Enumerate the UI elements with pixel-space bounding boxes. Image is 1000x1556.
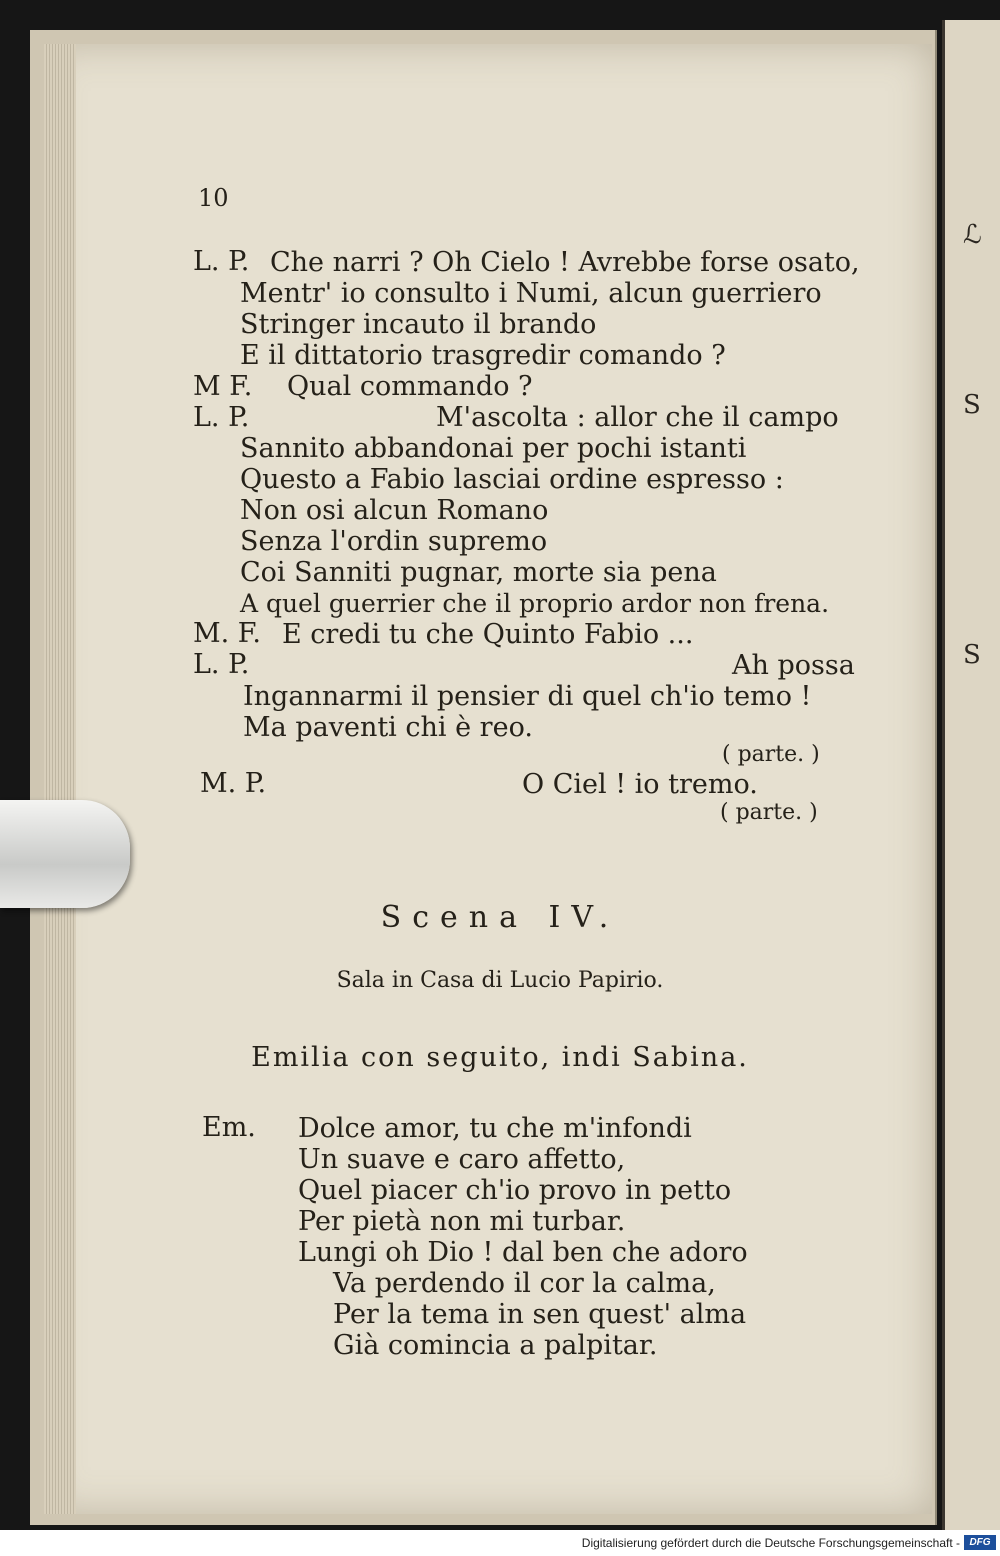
verse-line: E credi tu che Quinto Fabio ... xyxy=(282,619,694,650)
aria-line: Per pietà non mi turbar. xyxy=(298,1206,626,1237)
speaker-label: M. P. xyxy=(200,768,267,799)
verse-line: Senza l'ordin supremo xyxy=(240,526,548,557)
speaker-label: L. P. xyxy=(193,402,250,433)
page-clip xyxy=(0,800,130,908)
page-stack-edge xyxy=(44,44,76,1514)
verse-line: M'ascolta : allor che il campo xyxy=(436,402,839,433)
speaker-label: M F. xyxy=(193,371,253,402)
verse-line: E il dittatorio trasgredir comando ? xyxy=(240,340,726,371)
scene-setting: Sala in Casa di Lucio Papirio. xyxy=(336,968,664,993)
dfg-logo-icon: DFG xyxy=(964,1535,996,1550)
verse-line: Qual commando ? xyxy=(287,371,533,402)
aria-line: Un suave e caro affetto, xyxy=(298,1144,626,1175)
verse-line: Ma paventi chi è reo. xyxy=(243,712,533,743)
verse-line: Ingannarmi il pensier di quel ch'io temo ! xyxy=(243,681,812,712)
stage-direction: ( parte. ) xyxy=(720,800,818,825)
verse-line: Ah possa xyxy=(732,650,855,681)
aria-line: Va perdendo il cor la calma, xyxy=(333,1268,716,1299)
verse-line: Sannito abbandonai per pochi istanti xyxy=(240,433,747,464)
speaker-label: L. P. xyxy=(193,649,250,680)
aria-line: Dolce amor, tu che m'infondi xyxy=(298,1113,692,1144)
stage-direction: ( parte. ) xyxy=(722,742,820,767)
scene-characters: Emilia con seguito, indi Sabina. xyxy=(251,1042,749,1073)
scene-title: Scena IV. xyxy=(380,900,620,935)
verse-line: Mentr' io consulto i Numi, alcun guerriero xyxy=(240,278,822,309)
aria-line: Lungi oh Dio ! dal ben che adoro xyxy=(298,1237,748,1268)
page-number: 10 xyxy=(198,184,229,212)
verse-line: Coi Sanniti pugnar, morte sia pena xyxy=(240,557,717,588)
verse-line: A quel guerrier che il proprio ardor non frena. xyxy=(240,589,830,618)
funding-notice: Digitalisierung gefördert durch die Deutsche Forschungsgemeinschaft - xyxy=(581,1536,960,1550)
footer-bar xyxy=(0,1530,1000,1556)
verse-line: Non osi alcun Romano xyxy=(240,495,549,526)
adjacent-page-fragment: ℒ S S xyxy=(942,20,1000,1530)
aria-line: Quel piacer ch'io provo in petto xyxy=(298,1175,732,1206)
aria-line: Già comincia a palpitar. xyxy=(333,1330,658,1361)
verse-line: O Ciel ! io tremo. xyxy=(522,769,758,800)
speaker-label: L. P. xyxy=(193,246,250,277)
aria-line: Per la tema in sen quest' alma xyxy=(333,1299,747,1330)
verse-line: Che narri ? Oh Cielo ! Avrebbe forse osato, xyxy=(270,247,860,278)
verse-line: Stringer incauto il brando xyxy=(240,309,597,340)
verse-line: Questo a Fabio lasciai ordine espresso : xyxy=(240,464,784,495)
speaker-label: M. F. xyxy=(193,618,261,649)
speaker-label: Em. xyxy=(202,1112,256,1143)
